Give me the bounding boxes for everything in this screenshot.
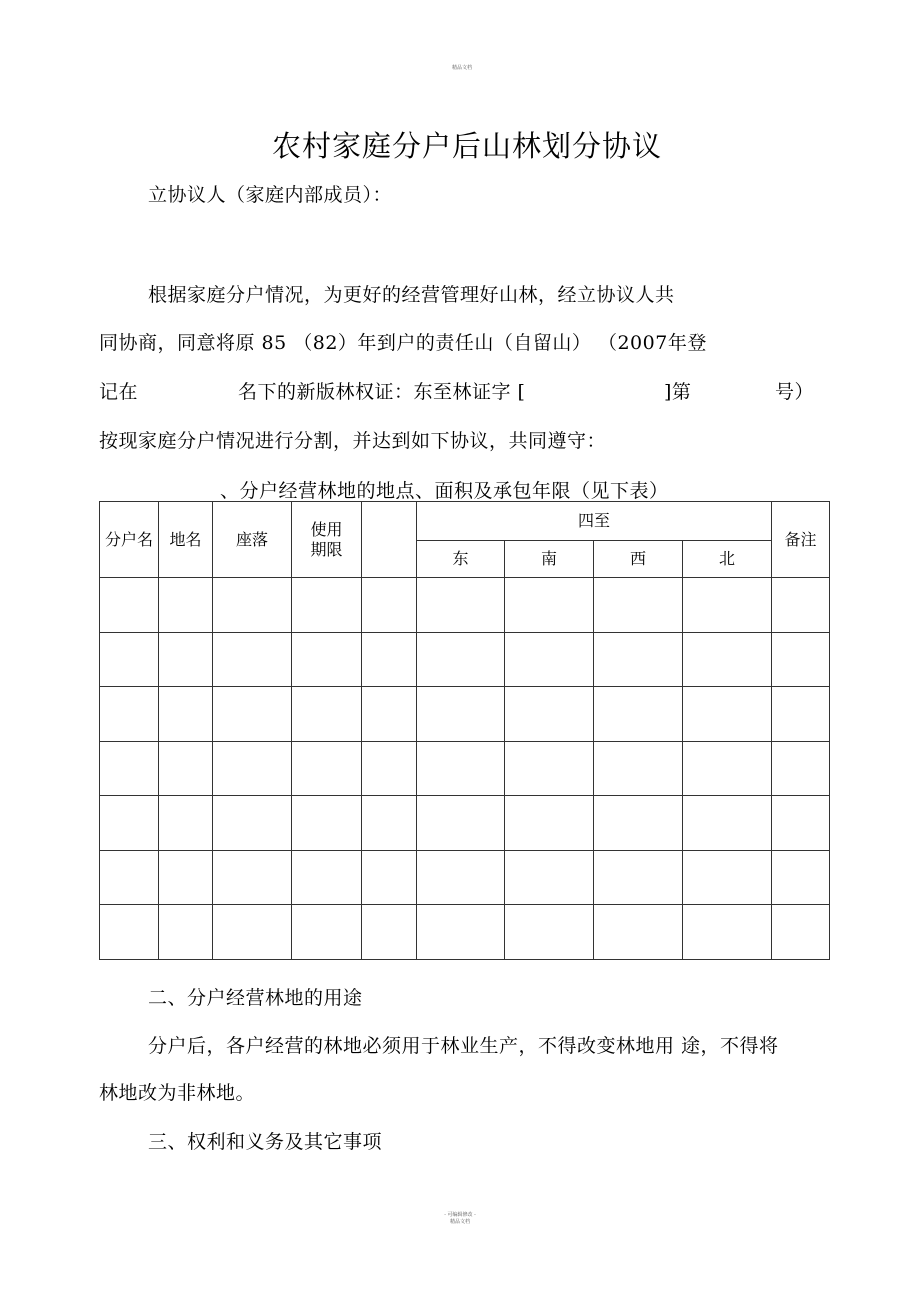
table-cell[interactable] <box>213 796 292 851</box>
table-cell[interactable] <box>594 905 683 960</box>
table-cell[interactable] <box>100 850 159 905</box>
table-cell[interactable] <box>505 905 594 960</box>
table-cell[interactable] <box>594 687 683 742</box>
table-cell[interactable] <box>159 796 213 851</box>
table-cell[interactable] <box>292 850 362 905</box>
body-line-3c: ]第 <box>664 381 692 403</box>
table-cell[interactable] <box>772 905 830 960</box>
table-cell[interactable] <box>772 687 830 742</box>
table-row <box>100 796 830 851</box>
table-cell[interactable] <box>159 632 213 687</box>
table-cell[interactable] <box>683 850 772 905</box>
header-remark: 备注 <box>772 502 830 578</box>
table-cell[interactable] <box>417 632 505 687</box>
table-cell[interactable] <box>362 741 417 796</box>
header-west: 西 <box>594 541 683 578</box>
table-cell[interactable] <box>772 796 830 851</box>
forest-division-table <box>99 501 830 960</box>
section-2-title: 二、分户经营林地的用途 <box>148 987 363 1009</box>
table-cell[interactable] <box>594 741 683 796</box>
section-1-title: 、分户经营林地的地点、面积及承包年限（见下表） <box>220 480 669 502</box>
footer <box>430 1212 490 1226</box>
table-cell[interactable] <box>594 796 683 851</box>
table-cell[interactable] <box>100 741 159 796</box>
body-line-3b: 名下的新版林权证：东至林证字 [ <box>238 381 526 403</box>
table-row <box>100 905 830 960</box>
table-cell[interactable] <box>213 632 292 687</box>
table-cell[interactable] <box>159 850 213 905</box>
body-line-1: 根据家庭分户情况，为更好的经营管理好山林，经立协议人共 <box>148 284 675 306</box>
table-cell[interactable] <box>683 632 772 687</box>
header-east: 东 <box>417 541 505 578</box>
table-cell[interactable] <box>683 741 772 796</box>
table-cell[interactable] <box>683 796 772 851</box>
table-cell[interactable] <box>505 741 594 796</box>
table-cell[interactable] <box>159 741 213 796</box>
header-north: 北 <box>683 541 772 578</box>
table-cell[interactable] <box>100 905 159 960</box>
table-cell[interactable] <box>772 850 830 905</box>
table-cell[interactable] <box>772 741 830 796</box>
header-boundaries: 四至 <box>417 502 772 541</box>
header-blank <box>362 502 417 578</box>
table-row <box>100 741 830 796</box>
table-cell[interactable] <box>417 578 505 633</box>
table-cell[interactable] <box>100 632 159 687</box>
table-cell[interactable] <box>594 850 683 905</box>
footer-line-2: 精品文档 <box>449 1219 470 1225</box>
table-cell[interactable] <box>772 632 830 687</box>
table-cell[interactable] <box>505 850 594 905</box>
table-cell[interactable] <box>417 850 505 905</box>
header-owner: 分户名 <box>100 502 159 578</box>
table-cell[interactable] <box>362 578 417 633</box>
table-cell[interactable] <box>362 905 417 960</box>
section-3-title: 三、权利和义务及其它事项 <box>148 1131 383 1153</box>
table-cell[interactable] <box>292 578 362 633</box>
header-south: 南 <box>505 541 594 578</box>
table-cell[interactable] <box>213 741 292 796</box>
body-line-4: 按现家庭分户情况进行分割，并达到如下协议，共同遵守： <box>99 430 607 452</box>
table-cell[interactable] <box>159 687 213 742</box>
section-2-body-line-1: 分户后，各户经营的林地必须用于林业生产，不得改变林地用 途，不得将 <box>148 1035 779 1057</box>
table-cell[interactable] <box>417 687 505 742</box>
table-row <box>100 687 830 742</box>
table-cell[interactable] <box>594 578 683 633</box>
parties-label: 立协议人（家庭内部成员）： <box>148 184 393 206</box>
table-cell[interactable] <box>292 687 362 742</box>
table-cell[interactable] <box>417 741 505 796</box>
table-cell[interactable] <box>417 796 505 851</box>
table-cell[interactable] <box>159 905 213 960</box>
table-cell[interactable] <box>292 741 362 796</box>
table-cell[interactable] <box>100 578 159 633</box>
table-cell[interactable] <box>362 632 417 687</box>
table-cell[interactable] <box>362 796 417 851</box>
table-row <box>100 632 830 687</box>
table-cell[interactable] <box>772 578 830 633</box>
table-cell[interactable] <box>100 687 159 742</box>
table-cell[interactable] <box>683 687 772 742</box>
table-cell[interactable] <box>505 632 594 687</box>
header-term: 使用 期限 <box>292 502 362 578</box>
table-cell[interactable] <box>417 905 505 960</box>
table-cell[interactable] <box>159 578 213 633</box>
table-cell[interactable] <box>683 578 772 633</box>
table-cell[interactable] <box>292 796 362 851</box>
table-cell[interactable] <box>505 578 594 633</box>
body-line-3d: 号） <box>775 381 815 403</box>
table-cell[interactable] <box>505 796 594 851</box>
table-cell[interactable] <box>213 687 292 742</box>
document-title: 农村家庭分户后山林划分协议 <box>272 129 663 163</box>
table-row <box>100 850 830 905</box>
footer-line-1: - 可编辑修改 - <box>444 1212 476 1218</box>
header-place: 地名 <box>159 502 213 578</box>
table-cell[interactable] <box>683 905 772 960</box>
table-row <box>100 578 830 633</box>
table-cell[interactable] <box>292 632 362 687</box>
body-line-3a: 记在 <box>99 381 139 403</box>
table-cell[interactable] <box>594 632 683 687</box>
body-line-2: 同协商，同意将原 85 （82）年到户的责任山（自留山） （2007年登 <box>99 332 707 354</box>
table-cell[interactable] <box>213 850 292 905</box>
table-cell[interactable] <box>362 687 417 742</box>
table-cell[interactable] <box>292 905 362 960</box>
table-cell[interactable] <box>213 905 292 960</box>
header-mark: 精品文档 <box>452 65 473 71</box>
header-location: 座落 <box>213 502 292 578</box>
table-cell[interactable] <box>505 687 594 742</box>
table-cell[interactable] <box>362 850 417 905</box>
table-cell[interactable] <box>213 578 292 633</box>
section-2-body-line-2: 林地改为非林地。 <box>99 1082 256 1104</box>
table-cell[interactable] <box>100 796 159 851</box>
